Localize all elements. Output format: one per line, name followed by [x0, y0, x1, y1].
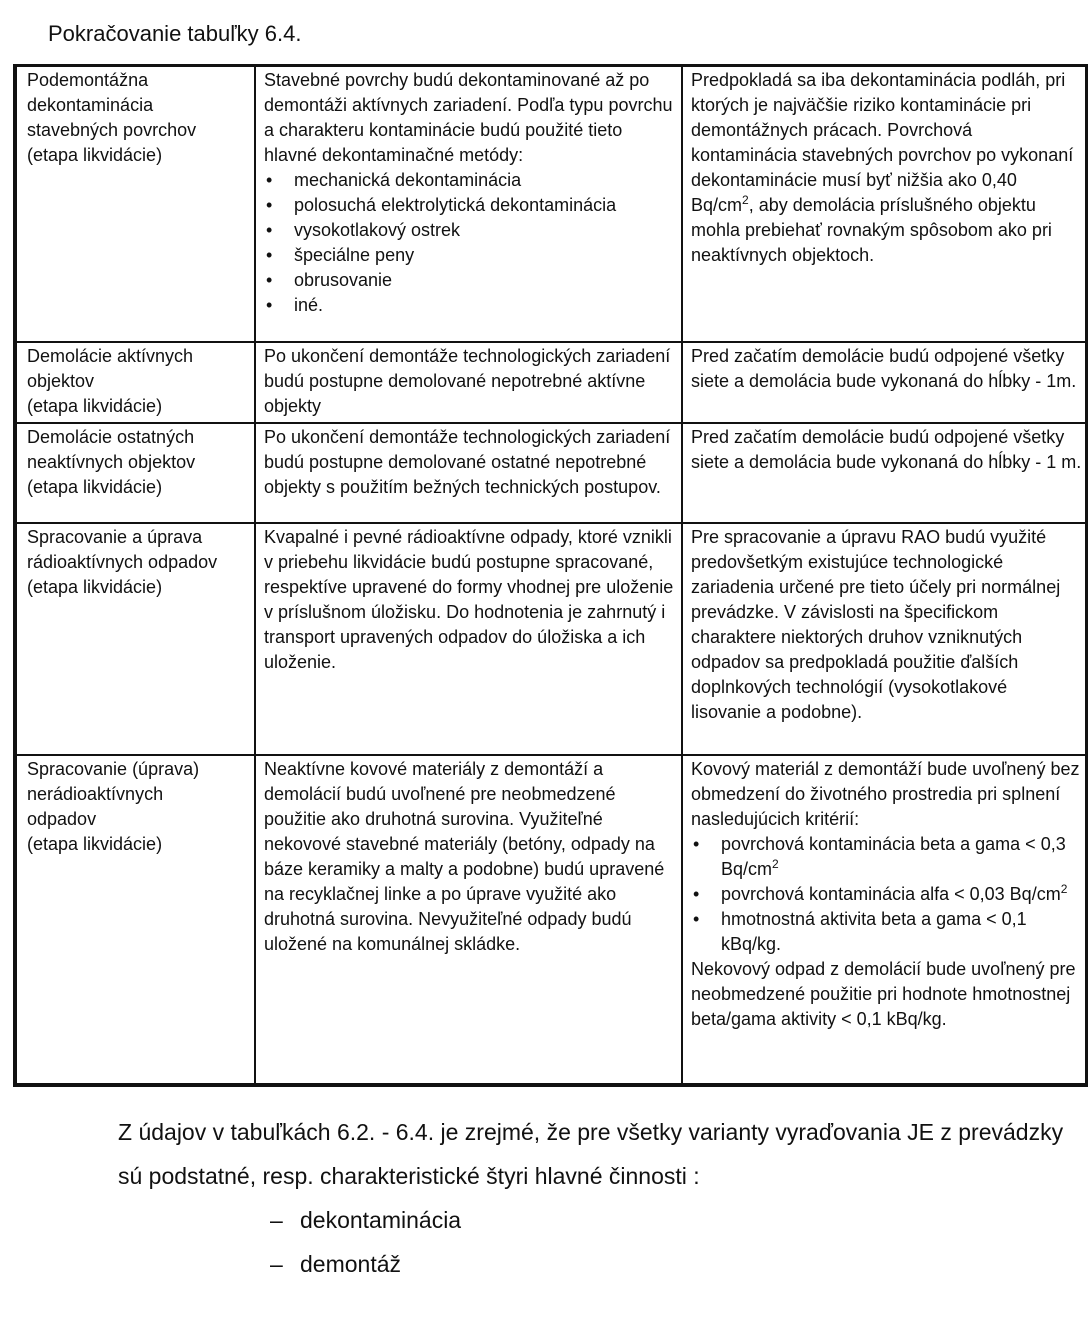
- activity-line: Podemontážna: [27, 70, 149, 90]
- activity-cell: [15, 66, 255, 342]
- note-text: Predpokladá sa iba dekontaminácia podláh, pri ktorých je najväčšie riziko kontaminácie pri demontážnych prácach. Povrchová kontaminácia stavebných povrchov po vykonaní dekontaminácie musí byť nižšia ako 0,40 Bq/cm: [691, 70, 1074, 215]
- paragraph: Z údajov v tabuľkách 6.2. - 6.4. je zrejmé, že pre všetky varianty vyraďovania JE z prevádzky sú podstatné, resp. charakteristické štyri hlavné činnosti :: [118, 1119, 1064, 1189]
- list-item: [691, 832, 1082, 882]
- method-list: [264, 168, 678, 318]
- note-cell: [682, 66, 1086, 342]
- list-item: • špeciálne peny: [264, 243, 678, 268]
- table-row: [15, 66, 1086, 342]
- activity-stage: (etapa likvidácie): [27, 476, 163, 497]
- activity-line: odpadov: [27, 808, 97, 829]
- description-cell: [255, 66, 682, 342]
- table-caption: Pokračovanie tabuľky 6.4.: [48, 21, 302, 46]
- activity-cell: [15, 523, 255, 755]
- description-text: Po ukončení demontáže technologických zariadení budú postupne demolované nepotrebné aktívne objekty: [264, 345, 671, 416]
- note-text: Nekovový odpad z demolácií bude uvoľnený pre neobmedzené použitie pri hodnote hmotnostnej beta/gama aktivity < 0,1 kBq/kg.: [691, 958, 1076, 1029]
- list-item: • vysokotlakový ostrek: [264, 218, 678, 243]
- description-text: Kvapalné i pevné rádioaktívne odpady, ktoré vznikli v priebehu likvidácie budú postupne spracované, respektíve upravené do formy vhodnej pre uloženie v príslušnom úložisku. Do hodnotenia je zahrnutý i transport upravených odpadov do úložiska a ich uloženie.: [264, 526, 674, 672]
- list-item: • polosuchá elektrolytická dekontaminácia: [264, 193, 678, 218]
- description-text: Stavebné povrchy budú dekontaminované až po demontáži aktívnych zariadení. Podľa typu povrchu a charakteru kontaminácie budú použité tieto hlavné dekontaminačné metódy:: [264, 70, 673, 165]
- activity-line: nerádioaktívnych: [27, 783, 164, 804]
- description-cell: [255, 423, 682, 523]
- superscript: 2: [1060, 881, 1068, 896]
- activity-cell: [15, 423, 255, 523]
- table-row: [15, 523, 1086, 755]
- description-cell: [255, 755, 682, 1085]
- activity-line: Spracovanie (úprava): [27, 758, 200, 779]
- activity-dash-list: [40, 1198, 1070, 1286]
- note-text: Kovový materiál z demontáží bude uvoľnený bez obmedzení do životného prostredia pri splnení nasledujúcich kritérií:: [691, 758, 1080, 829]
- description-text: Po ukončení demontáže technologických zariadení budú postupne demolované ostatné nepotrebné objekty s použitím bežných technických postupov.: [264, 426, 671, 497]
- list-item: – dekontaminácia: [270, 1198, 1070, 1242]
- list-item: • obrusovanie: [264, 268, 678, 293]
- note-cell: [682, 755, 1086, 1085]
- body-text: [40, 1110, 1070, 1286]
- list-item: [691, 907, 1082, 957]
- activity-line: Demolácie aktívnych: [27, 345, 194, 366]
- superscript: 2: [742, 193, 749, 207]
- criterion-text: povrchová kontaminácia alfa < 0,03 Bq/cm: [721, 883, 1061, 904]
- list-item: • mechanická dekontaminácia: [264, 168, 678, 193]
- table-row: [15, 423, 1086, 523]
- note-cell: [682, 423, 1086, 523]
- note-text: Pre spracovanie a úpravu RAO budú využité predovšetkým existujúce technologické zariadenia určené pre tieto účely pri normálnej prevádzke. V závislosti na špecifickom charaktere niektorých druhov vzniknutých odpadov sa predpokladá použitie ďalších doplnkových technológií (vysokotlakové lisovanie a podobne).: [691, 526, 1061, 722]
- activity-line: objektov: [27, 370, 95, 391]
- activity-cell: [15, 755, 255, 1085]
- description-text: Neaktívne kovové materiály z demontáží a demolácií budú uvoľnené pre neobmedzené použitie ako druhotná surovina. Využiteľné nekovové stavebné materiály (betóny, odpady na báze keramiky a malty a podobne) budú upravené na recyklačnej linke a po úprave využité ako druhotná surovina. Nevyužiteľné odpady budú uložené na komunálnej skládke.: [264, 758, 665, 954]
- activity-line: rádioaktívnych odpadov: [27, 551, 218, 572]
- description-cell: [255, 523, 682, 755]
- criterion-text: povrchová kontaminácia beta a gama < 0,3 Bq/cm: [721, 833, 1066, 879]
- table-row: [15, 755, 1086, 1085]
- list-item: – demontáž: [270, 1242, 1070, 1286]
- note-text: , aby demolácia príslušného objektu mohla prebiehať rovnakým spôsobom ako pri neaktívnych objektoch.: [691, 195, 1052, 265]
- note-cell: [682, 342, 1086, 423]
- activity-line: neaktívnych objektov: [27, 451, 196, 472]
- table-row: [15, 342, 1086, 423]
- activity-stage: (etapa likvidácie): [27, 395, 163, 416]
- list-item: • iné.: [264, 293, 678, 318]
- activity-line: dekontaminácia: [27, 95, 154, 115]
- activity-stage: (etapa likvidácie): [27, 145, 163, 165]
- criteria-list: [691, 832, 1082, 957]
- criterion-text: hmotnostná aktivita beta a gama < 0,1 kBq/kg.: [721, 908, 1027, 954]
- activity-cell: [15, 342, 255, 423]
- list-item: [691, 882, 1082, 907]
- note-text: Pred začatím demolácie budú odpojené všetky siete a demolácia bude vykonaná do hĺbky - 1m.: [691, 345, 1077, 391]
- description-cell: [255, 342, 682, 423]
- note-cell: [682, 523, 1086, 755]
- decommissioning-table: [13, 64, 1088, 1087]
- activity-stage: (etapa likvidácie): [27, 833, 163, 854]
- note-text: Pred začatím demolácie budú odpojené všetky siete a demolácia bude vykonaná do hĺbky - 1 m.: [691, 426, 1082, 472]
- activity-stage: (etapa likvidácie): [27, 576, 163, 597]
- activity-line: stavebných povrchov: [27, 120, 197, 140]
- activity-line: Demolácie ostatných: [27, 426, 195, 447]
- superscript: 2: [772, 856, 779, 871]
- activity-line: Spracovanie a úprava: [27, 526, 203, 547]
